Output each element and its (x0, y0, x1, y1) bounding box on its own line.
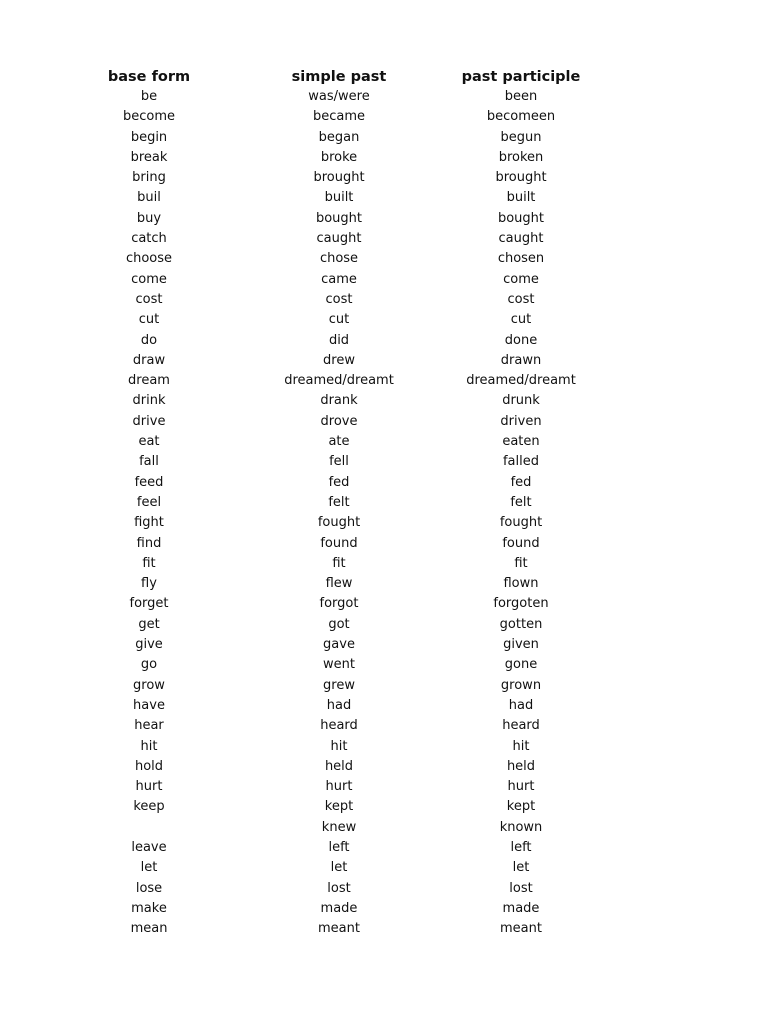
past-participle-cell: chosen (497, 251, 545, 267)
past-participle-cell: held (506, 758, 536, 774)
base-form-cell: keep (133, 799, 165, 815)
simple-past-cell: cut (328, 312, 350, 328)
table-row (0, 249, 768, 269)
base-form-cell: hear (134, 718, 164, 734)
base-form-cell: fit (142, 555, 156, 571)
table-row (0, 290, 768, 310)
past-participle-cell: driven (500, 413, 542, 429)
table-row (0, 310, 768, 330)
past-participle-cell: given (503, 637, 539, 653)
table-row (0, 87, 768, 107)
simple-past-cell: cost (325, 291, 353, 307)
simple-past-cell: built (324, 190, 354, 206)
past-participle-cell: made (502, 900, 540, 916)
past-participle-cell: kept (506, 799, 536, 815)
header-row (0, 66, 768, 87)
past-participle-cell: had (508, 697, 534, 713)
base-form-cell: find (136, 535, 162, 551)
base-form-cell: hold (134, 758, 164, 774)
table-row (0, 209, 768, 229)
table-row (0, 594, 768, 614)
past-participle-cell: known (499, 819, 543, 835)
table-row (0, 351, 768, 371)
base-form-cell: buil (137, 190, 161, 206)
base-form-cell: forget (129, 596, 169, 612)
simple-past-cell: felt (328, 494, 350, 510)
table-row (0, 148, 768, 168)
base-form-cell: drink (132, 393, 166, 409)
base-form-cell: dream (128, 373, 170, 389)
simple-past-cell: fell (329, 454, 349, 470)
base-form-cell: feed (134, 474, 164, 490)
base-form-cell: grow (133, 677, 165, 693)
base-form-cell: fight (134, 515, 164, 531)
simple-past-cell: ate (328, 434, 350, 450)
table-row (0, 128, 768, 148)
base-form-cell: feel (136, 494, 162, 510)
table-row (0, 574, 768, 594)
simple-past-header: simple past (291, 69, 387, 85)
past-participle-cell: bought (497, 210, 545, 226)
simple-past-cell: drew (323, 352, 355, 368)
base-form-cell: buy (136, 210, 162, 226)
table-row (0, 412, 768, 432)
simple-past-cell: kept (324, 799, 354, 815)
table-row (0, 655, 768, 675)
past-participle-cell: forgoten (493, 596, 549, 612)
past-participle-cell: meant (500, 921, 542, 937)
simple-past-cell: bought (315, 210, 363, 226)
table-row (0, 615, 768, 635)
simple-past-cell: got (328, 616, 350, 632)
past-participle-cell: built (506, 190, 536, 206)
simple-past-cell: drank (320, 393, 358, 409)
past-participle-cell: found (502, 535, 540, 551)
simple-past-cell: left (328, 839, 350, 855)
past-participle-cell: gone (504, 657, 538, 673)
simple-past-cell: grew (323, 677, 355, 693)
base-form-cell: let (140, 860, 158, 876)
base-form-cell: bring (132, 170, 166, 186)
simple-past-cell: fought (317, 515, 361, 531)
past-participle-cell: cut (510, 312, 532, 328)
past-participle-cell: cost (507, 291, 535, 307)
table-row (0, 229, 768, 249)
past-participle-cell: becomeen (486, 109, 556, 125)
past-participle-cell: dreamed/dreamt (466, 373, 576, 389)
base-form-cell: fall (139, 454, 159, 470)
base-form-cell: choose (125, 251, 173, 267)
past-participle-cell: hit (512, 738, 530, 754)
simple-past-cell: went (323, 657, 355, 673)
past-participle-cell: left (510, 839, 532, 855)
base-form-cell: become (122, 109, 175, 125)
simple-past-cell: fed (328, 474, 350, 490)
table-row (0, 168, 768, 188)
table-row (0, 696, 768, 716)
simple-past-cell: meant (318, 921, 360, 937)
base-form-cell: go (140, 657, 158, 673)
past-participle-cell: done (504, 332, 538, 348)
simple-past-cell: was/were (308, 89, 370, 104)
table-row (0, 391, 768, 411)
simple-past-cell: gave (323, 637, 355, 653)
table-row (0, 858, 768, 878)
base-form-cell: leave (131, 839, 167, 855)
table-row (0, 270, 768, 290)
base-form-cell: cost (135, 291, 163, 307)
simple-past-cell: hurt (325, 779, 353, 795)
past-participle-cell: let (512, 860, 530, 876)
table-row (0, 331, 768, 351)
past-participle-cell: fit (514, 555, 528, 571)
table-row (0, 452, 768, 472)
table-row (0, 534, 768, 554)
base-form-cell: hit (140, 738, 158, 754)
table-row (0, 716, 768, 736)
simple-past-cell: fit (332, 555, 346, 571)
table-row (0, 899, 768, 919)
past-participle-cell: brought (495, 170, 547, 186)
simple-past-cell: brought (313, 170, 365, 186)
base-form-cell: catch (131, 231, 167, 247)
past-participle-cell: heard (502, 718, 540, 734)
simple-past-cell: drove (320, 413, 358, 429)
past-participle-cell: falled (502, 454, 540, 470)
simple-past-cell: came (321, 271, 357, 287)
table-row (0, 757, 768, 777)
base-form-cell: give (135, 637, 163, 653)
base-form-cell: lose (135, 880, 163, 896)
past-participle-cell: drunk (502, 393, 540, 409)
past-participle-cell: fed (510, 474, 532, 490)
table-row (0, 432, 768, 452)
simple-past-cell: flew (325, 576, 353, 592)
base-form-cell: get (138, 616, 160, 632)
past-participle-cell: felt (510, 494, 532, 510)
simple-past-cell: made (320, 900, 358, 916)
simple-past-cell: let (330, 860, 348, 876)
base-form-cell: come (131, 271, 167, 287)
simple-past-cell: forgot (319, 596, 359, 612)
past-participle-cell: fought (499, 515, 543, 531)
simple-past-cell: held (324, 758, 354, 774)
base-form-cell: have (133, 697, 165, 713)
base-form-cell: hurt (135, 779, 163, 795)
past-participle-cell: broken (498, 149, 544, 165)
base-form-cell: begin (130, 129, 168, 145)
base-form-cell: do (140, 332, 158, 348)
simple-past-cell: broke (320, 149, 358, 165)
simple-past-cell: dreamed/dreamt (284, 373, 394, 389)
table-row (0, 473, 768, 493)
table-row (0, 879, 768, 899)
simple-past-cell: heard (320, 718, 358, 734)
table-row (0, 777, 768, 797)
table-row (0, 818, 768, 838)
past-participle-header: past participle (461, 69, 581, 85)
past-participle-cell: been (504, 89, 538, 104)
base-form-cell: be (140, 89, 158, 104)
table-row (0, 838, 768, 858)
table-row (0, 737, 768, 757)
base-form-cell: make (131, 900, 167, 916)
simple-past-cell: became (312, 109, 366, 125)
table-row (0, 188, 768, 208)
past-participle-cell: grown (500, 677, 542, 693)
past-participle-cell: hurt (507, 779, 535, 795)
table-row (0, 513, 768, 533)
simple-past-cell: lost (327, 880, 351, 896)
base-form-cell: break (130, 149, 168, 165)
base-form-cell: draw (132, 352, 166, 368)
past-participle-cell: lost (509, 880, 533, 896)
table-row (0, 493, 768, 513)
past-participle-cell: flown (503, 576, 539, 592)
past-participle-cell: drawn (500, 352, 542, 368)
simple-past-cell: hit (330, 738, 348, 754)
table-row (0, 676, 768, 696)
past-participle-cell: gotten (499, 616, 543, 632)
simple-past-cell: found (320, 535, 358, 551)
verb-rows (0, 87, 768, 939)
past-participle-cell: come (503, 271, 539, 287)
table-row (0, 107, 768, 127)
simple-past-cell: had (326, 697, 352, 713)
simple-past-cell: knew (321, 819, 357, 835)
past-participle-cell: caught (498, 231, 544, 247)
base-form-header: base form (107, 69, 191, 85)
simple-past-cell: did (328, 332, 350, 348)
base-form-cell: eat (138, 434, 160, 450)
simple-past-cell: chose (319, 251, 359, 267)
table-row (0, 371, 768, 391)
table-row (0, 554, 768, 574)
verb-table (0, 66, 768, 939)
simple-past-cell: began (318, 129, 360, 145)
past-participle-cell: begun (500, 129, 542, 145)
simple-past-cell: caught (316, 231, 362, 247)
base-form-cell: drive (132, 413, 166, 429)
table-row (0, 635, 768, 655)
past-participle-cell: eaten (502, 434, 540, 450)
base-form-cell: cut (138, 312, 160, 328)
table-row (0, 797, 768, 817)
table-row (0, 919, 768, 939)
base-form-cell: fly (141, 576, 157, 592)
base-form-cell: mean (130, 921, 168, 937)
